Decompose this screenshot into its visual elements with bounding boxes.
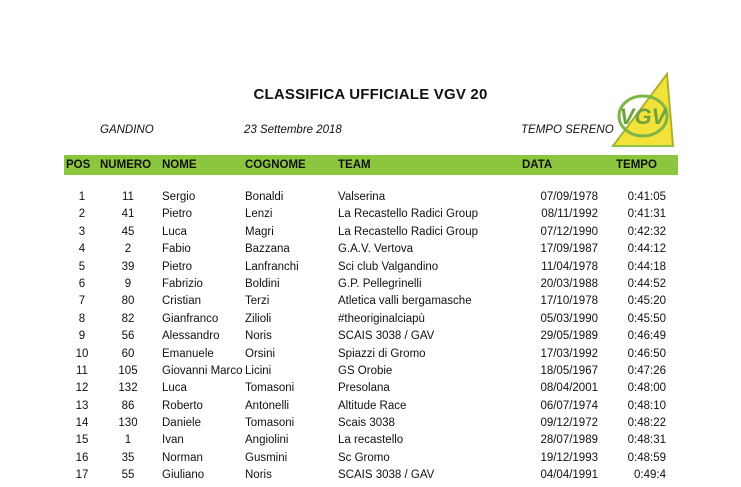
cell-nome: Pietro (162, 208, 193, 221)
cell-nome: Fabio (162, 243, 191, 256)
cell-cognome: Bazzana (245, 243, 290, 256)
cell-numero: 130 (118, 417, 138, 430)
cell-numero: 45 (121, 225, 135, 238)
cell-team: Atletica valli bergamasche (338, 295, 472, 308)
cell-numero: 11 (122, 191, 134, 203)
table-row (0, 330, 741, 347)
header-pos: POS (66, 159, 91, 171)
cell-data: 19/12/1993 (540, 451, 598, 464)
cell-nome: Emanuele (162, 347, 214, 360)
cell-team: Presolana (338, 382, 390, 395)
page-title: CLASSIFICA UFFICIALE VGV 20 (253, 86, 488, 103)
cell-numero: 105 (118, 364, 138, 377)
cell-pos: 10 (75, 347, 89, 360)
cell-team: Sc Gromo (338, 451, 390, 464)
cell-pos: 3 (78, 225, 86, 238)
cell-pos: 14 (75, 417, 89, 430)
cell-numero: 82 (121, 312, 135, 325)
cell-tempo: 0:48:59 (627, 451, 666, 464)
logo-text: VGV (619, 104, 667, 129)
cell-team: Sci club Valgandino (338, 260, 439, 273)
cell-pos: 2 (78, 208, 86, 221)
cell-pos: 16 (75, 451, 89, 464)
cell-team: G.P. Pellegrinelli (338, 277, 422, 290)
cell-pos: 8 (78, 312, 86, 325)
cell-data: 11/04/1978 (541, 260, 598, 273)
cell-tempo: 0:48:31 (627, 434, 666, 447)
cell-team: Spiazzi di Gromo (338, 347, 426, 360)
table-row (0, 365, 741, 382)
cell-data: 18/05/1967 (540, 364, 598, 377)
table-row (0, 208, 741, 225)
cell-tempo: 0:48:00 (627, 382, 666, 395)
cell-nome: Sergio (162, 191, 196, 203)
cell-nome: Ivan (162, 434, 184, 447)
cell-pos: 12 (75, 382, 89, 395)
cell-cognome: Tomasoni (245, 382, 295, 395)
cell-nome: Luca (162, 225, 187, 238)
cell-tempo: 0:49:4 (634, 469, 666, 482)
cell-numero: 35 (121, 451, 135, 464)
table-header (64, 155, 678, 175)
cell-numero: 55 (121, 469, 135, 482)
cell-team: La Recastello Radici Group (338, 208, 478, 221)
cell-nome: Giovanni Marco (162, 364, 243, 377)
cell-numero: 60 (121, 347, 135, 360)
cell-tempo: 0:47:26 (627, 364, 666, 377)
cell-team: Altitude Race (338, 399, 407, 412)
cell-cognome: Noris (245, 330, 272, 343)
table-row (0, 191, 741, 208)
cell-tempo: 0:48:10 (627, 399, 666, 412)
header-cognome: COGNOME (245, 159, 306, 171)
cell-data: 04/04/1991 (540, 469, 598, 482)
cell-numero: 41 (121, 208, 135, 221)
cell-numero: 2 (124, 243, 132, 256)
cell-tempo: 0:41:31 (627, 208, 666, 221)
cell-data: 09/12/1972 (540, 417, 598, 430)
cell-tempo: 0:44:18 (627, 260, 666, 273)
cell-cognome: Bonaldi (245, 191, 284, 203)
cell-team: GS Orobie (338, 364, 393, 377)
table-row (0, 313, 741, 330)
cell-cognome: Licini (245, 364, 272, 377)
cell-numero: 39 (121, 260, 135, 273)
event-date: 23 Settembre 2018 (244, 124, 342, 136)
cell-team: Valserina (338, 191, 386, 203)
table-row (0, 348, 741, 365)
cell-nome: Alessandro (162, 330, 220, 343)
table-row (0, 434, 741, 451)
cell-nome: Giuliano (162, 469, 205, 482)
cell-numero: 1 (124, 434, 132, 447)
cell-cognome: Boldini (245, 277, 280, 290)
cell-tempo: 0:42:32 (627, 225, 666, 238)
cell-data: 28/07/1989 (540, 434, 598, 447)
cell-numero: 132 (118, 382, 138, 395)
cell-tempo: 0:44:52 (627, 277, 666, 290)
cell-cognome: Tomasoni (245, 417, 295, 430)
cell-numero: 9 (124, 277, 132, 290)
event-weather: TEMPO SERENO (521, 124, 614, 136)
cell-data: 17/10/1978 (540, 295, 598, 308)
cell-nome: Luca (162, 382, 187, 395)
cell-pos: 4 (78, 243, 86, 256)
cell-team: La Recastello Radici Group (338, 225, 478, 238)
cell-data: 06/07/1974 (540, 399, 598, 412)
cell-pos: 9 (78, 330, 86, 343)
cell-team: SCAIS 3038 / GAV (338, 330, 435, 343)
cell-cognome: Lanfranchi (245, 260, 299, 273)
cell-data: 17/03/1992 (540, 347, 598, 360)
table-row (0, 226, 741, 243)
header-team: TEAM (338, 159, 371, 171)
cell-tempo: 0:44:12 (627, 243, 666, 256)
cell-pos: 5 (78, 260, 86, 273)
cell-nome: Roberto (162, 399, 203, 412)
cell-team: SCAIS 3038 / GAV (338, 469, 435, 482)
cell-pos: 6 (78, 277, 86, 290)
table-row (0, 417, 741, 434)
header-nome: NOME (162, 159, 197, 171)
table-row (0, 400, 741, 417)
cell-tempo: 0:41:05 (627, 191, 666, 203)
cell-nome: Pietro (162, 260, 193, 273)
header-data: DATA (522, 159, 553, 171)
cell-team: G.A.V. Vertova (338, 243, 414, 256)
table-row (0, 452, 741, 469)
cell-cognome: Orsini (245, 347, 276, 360)
table-row (0, 469, 741, 486)
cell-pos: 1 (78, 191, 86, 203)
cell-cognome: Magri (245, 225, 274, 238)
cell-team: #theoriginalciapù (338, 312, 425, 325)
cell-pos: 7 (78, 295, 86, 308)
cell-data: 08/04/2001 (540, 382, 598, 395)
cell-cognome: Terzi (245, 295, 270, 308)
cell-cognome: Lenzi (245, 208, 273, 221)
cell-cognome: Zilioli (245, 312, 272, 325)
cell-nome: Gianfranco (162, 312, 219, 325)
table-row (0, 278, 741, 295)
header-tempo: TEMPO (616, 159, 657, 171)
cell-tempo: 0:48:22 (627, 417, 666, 430)
cell-data: 07/12/1990 (540, 225, 598, 238)
cell-numero: 56 (121, 330, 135, 343)
cell-tempo: 0:46:50 (627, 347, 666, 360)
table-row (0, 382, 741, 399)
cell-data: 07/09/1978 (540, 191, 598, 203)
cell-cognome: Angiolini (245, 434, 289, 447)
cell-nome: Norman (162, 451, 203, 464)
cell-nome: Fabrizio (162, 277, 203, 290)
results-table (0, 191, 741, 487)
event-location: GANDINO (100, 124, 154, 136)
cell-cognome: Gusmini (245, 451, 288, 464)
cell-pos: 11 (76, 364, 88, 377)
cell-pos: 15 (75, 434, 89, 447)
vgv-logo (611, 72, 675, 148)
cell-tempo: 0:45:50 (627, 312, 666, 325)
cell-cognome: Noris (245, 469, 272, 482)
cell-numero: 80 (121, 295, 135, 308)
cell-data: 05/03/1990 (540, 312, 598, 325)
table-row (0, 261, 741, 278)
cell-numero: 86 (121, 399, 135, 412)
cell-pos: 13 (75, 399, 89, 412)
cell-pos: 17 (75, 469, 89, 482)
cell-data: 29/05/1989 (540, 330, 598, 343)
cell-data: 08/11/1992 (541, 208, 598, 221)
cell-tempo: 0:45:20 (627, 295, 666, 308)
cell-nome: Cristian (162, 295, 201, 308)
cell-nome: Daniele (162, 417, 201, 430)
header-numero: NUMERO (100, 159, 152, 171)
table-row (0, 243, 741, 260)
table-row (0, 295, 741, 312)
cell-data: 20/03/1988 (540, 277, 598, 290)
cell-team: Scais 3038 (338, 417, 395, 430)
cell-team: La recastello (338, 434, 404, 447)
cell-cognome: Antonelli (245, 399, 290, 412)
cell-data: 17/09/1987 (540, 243, 598, 256)
cell-tempo: 0:46:49 (627, 330, 666, 343)
